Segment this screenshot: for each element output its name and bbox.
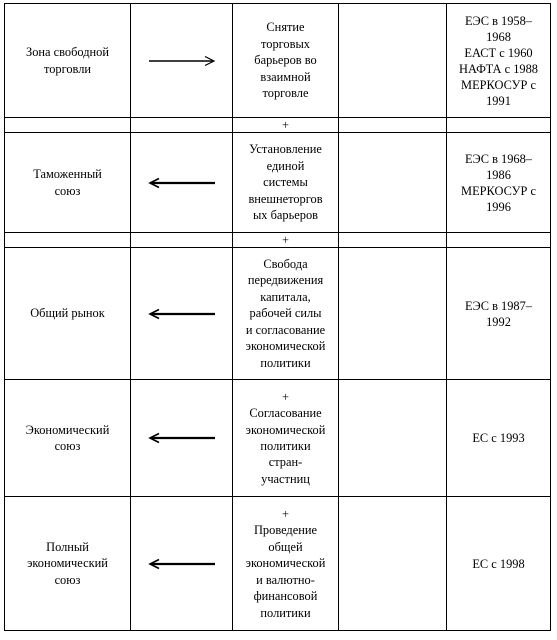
stage-examples: ЕС с 1998 [472, 556, 525, 571]
stage-features: + Проведение общей экономической и валютно- финансовой политики [245, 507, 326, 620]
stage-features: Установление единой системы внешнеторгов ых барьеров [248, 142, 323, 223]
plus-sign: + [233, 118, 339, 133]
arrow-right-icon [147, 55, 217, 67]
stage-name: Таможенный союз [33, 167, 102, 198]
stage-name: Зона свободной торговли [26, 45, 109, 76]
stage-cell [5, 248, 131, 380]
features-cell [233, 497, 339, 631]
empty-cell [339, 497, 447, 631]
features-cell [233, 248, 339, 380]
arrow-cell [131, 248, 233, 380]
stage-examples: ЕЭС в 1987– 1992 [464, 298, 533, 329]
stage-features: + Согласование экономической политики стран- участниц [245, 389, 326, 486]
empty-cell [339, 380, 447, 497]
arrow-left-icon [147, 308, 217, 320]
arrow-left-icon [147, 177, 217, 189]
stage-examples: ЕЭС в 1958– 1968 ЕАСТ с 1960 НАФТА с 1988 МЕРКОСУР с 1991 [459, 13, 538, 108]
arrow-cell [131, 133, 233, 233]
arrow-cell [131, 4, 233, 118]
empty-cell [339, 248, 447, 380]
stage-features: Свобода передвижения капитала, рабочей силы и согласование экономической политики [245, 257, 326, 370]
arrow-cell [131, 497, 233, 631]
examples-cell [447, 4, 551, 118]
table-row [5, 497, 551, 631]
stage-name: Полный экономический союз [27, 539, 108, 587]
stage-cell [5, 380, 131, 497]
stage-name: Общий рынок [30, 306, 105, 321]
stage-features: Снятие торговых барьеров во взаимной торговле [254, 20, 317, 101]
stage-cell [5, 133, 131, 233]
empty-cell [339, 4, 447, 118]
page [4, 3, 551, 631]
arrow-left-icon [147, 558, 217, 570]
stage-name: Экономический союз [25, 422, 110, 453]
stage-cell [5, 4, 131, 118]
table-row [5, 4, 551, 118]
examples-cell [447, 380, 551, 497]
arrow-cell [131, 380, 233, 497]
features-cell [233, 133, 339, 233]
stage-cell [5, 497, 131, 631]
table-row [5, 133, 551, 233]
separator-row [5, 118, 551, 133]
features-cell [233, 380, 339, 497]
examples-cell [447, 133, 551, 233]
table-row [5, 248, 551, 380]
plus-sign: + [233, 233, 339, 248]
stage-examples: ЕЭС в 1968– 1986 МЕРКОСУР с 1996 [461, 151, 536, 214]
separator-row [5, 233, 551, 248]
arrow-left-icon [147, 432, 217, 444]
table-row [5, 380, 551, 497]
empty-cell [339, 133, 447, 233]
examples-cell [447, 248, 551, 380]
examples-cell [447, 497, 551, 631]
stage-examples: ЕС с 1993 [472, 431, 525, 445]
integration-stages-table [4, 3, 551, 631]
features-cell [233, 4, 339, 118]
